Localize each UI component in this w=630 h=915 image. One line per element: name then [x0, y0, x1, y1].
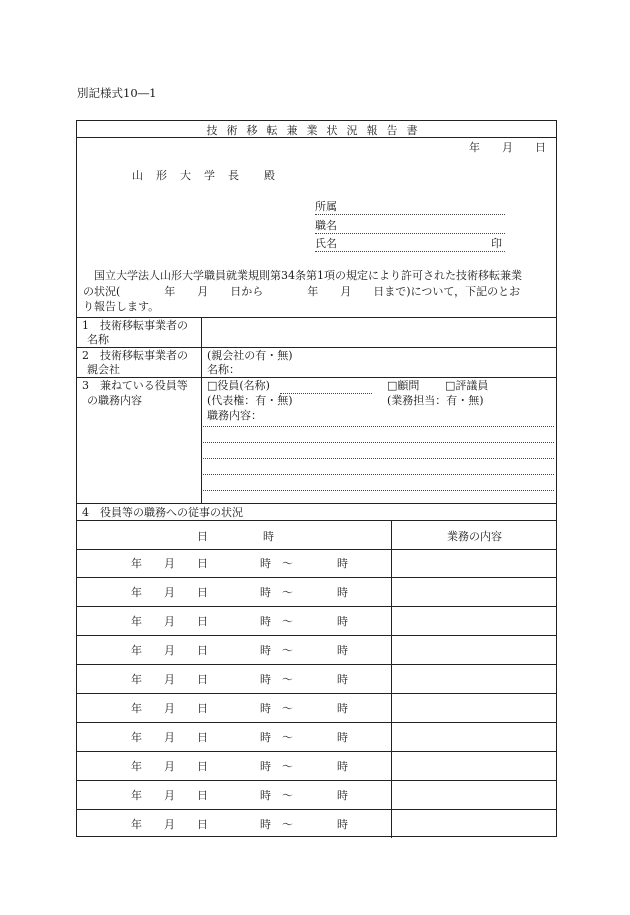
row-date: 年 月 日 — [131, 789, 208, 802]
row-date: 年 月 日 — [131, 644, 208, 657]
section-2-label-2: 親会社 — [87, 363, 120, 376]
body-line-1: 国立大学法人山形大学職員就業規則第34条第1項の規定により許可された技術移転兼業 — [94, 269, 522, 282]
officer-checkbox: □役員(名称) — [207, 379, 270, 392]
row-time: 時 ～ 時 — [260, 731, 348, 744]
form-title: 技術移転兼業状況報告書 — [206, 124, 427, 137]
councilor-checkbox: □評議員 — [445, 379, 489, 392]
table-row — [77, 810, 556, 839]
table-row — [77, 694, 556, 723]
addressee: 山 形 大 学 長 殿 — [132, 169, 276, 182]
row-time: 時 ～ 時 — [260, 789, 348, 802]
parent-company-name: 名称： — [207, 363, 240, 376]
body-line-3: り報告します。 — [83, 300, 160, 313]
datetime-header: 日 時 — [197, 530, 274, 543]
table-row — [77, 752, 556, 781]
advisor-checkbox: □顧問 — [387, 379, 420, 392]
row-date: 年 月 日 — [131, 731, 208, 744]
parent-company-flag: (親会社の有・無) — [207, 349, 293, 362]
row-date: 年 月 日 — [131, 818, 208, 831]
row-time: 時 ～ 時 — [260, 557, 348, 570]
row-time: 時 ～ 時 — [260, 615, 348, 628]
row-date: 年 月 日 — [131, 557, 208, 570]
table-row — [77, 549, 556, 578]
body-line-2: の状況( 年 月 日から 年 月 日まで)について，下記のとお — [83, 285, 521, 298]
row-date: 年 月 日 — [131, 673, 208, 686]
row-date: 年 月 日 — [131, 615, 208, 628]
row-time: 時 ～ 時 — [260, 702, 348, 715]
table-row — [77, 781, 556, 810]
report-form — [76, 120, 557, 837]
report-date: 年 月 日 — [469, 141, 546, 154]
name-label: 氏名 — [315, 237, 337, 250]
section-3-label: 3 兼ねている役員等 — [82, 379, 188, 392]
section-4-title: 4 役員等の職務への従事の状況 — [82, 506, 243, 519]
table-row — [77, 607, 556, 636]
table-row — [77, 723, 556, 752]
row-time: 時 ～ 時 — [260, 586, 348, 599]
row-time: 時 ～ 時 — [260, 760, 348, 773]
row-date: 年 月 日 — [131, 586, 208, 599]
table-row — [77, 636, 556, 665]
form-id: 別記様式10―1 — [77, 86, 157, 100]
section-1-label: 1 技術移転事業者の — [82, 319, 188, 332]
section-1-label-2: 名称 — [87, 333, 109, 346]
representative-right: (代表権：有・無) — [207, 394, 293, 407]
row-time: 時 ～ 時 — [260, 644, 348, 657]
position-label: 職名 — [315, 219, 337, 232]
table-row — [77, 665, 556, 694]
table-row — [77, 578, 556, 607]
row-time: 時 ～ 時 — [260, 818, 348, 831]
affiliation-label: 所属 — [315, 200, 337, 213]
duties-label: 職務内容： — [207, 409, 262, 422]
business-charge: (業務担当：有・無) — [387, 394, 484, 407]
seal-mark: 印 — [491, 237, 502, 250]
section-2-label: 2 技術移転事業者の — [82, 349, 188, 362]
row-time: 時 ～ 時 — [260, 673, 348, 686]
row-date: 年 月 日 — [131, 760, 208, 773]
content-header: 業務の内容 — [447, 530, 502, 543]
section-3-label-2: の職務内容 — [87, 394, 142, 407]
row-date: 年 月 日 — [131, 702, 208, 715]
